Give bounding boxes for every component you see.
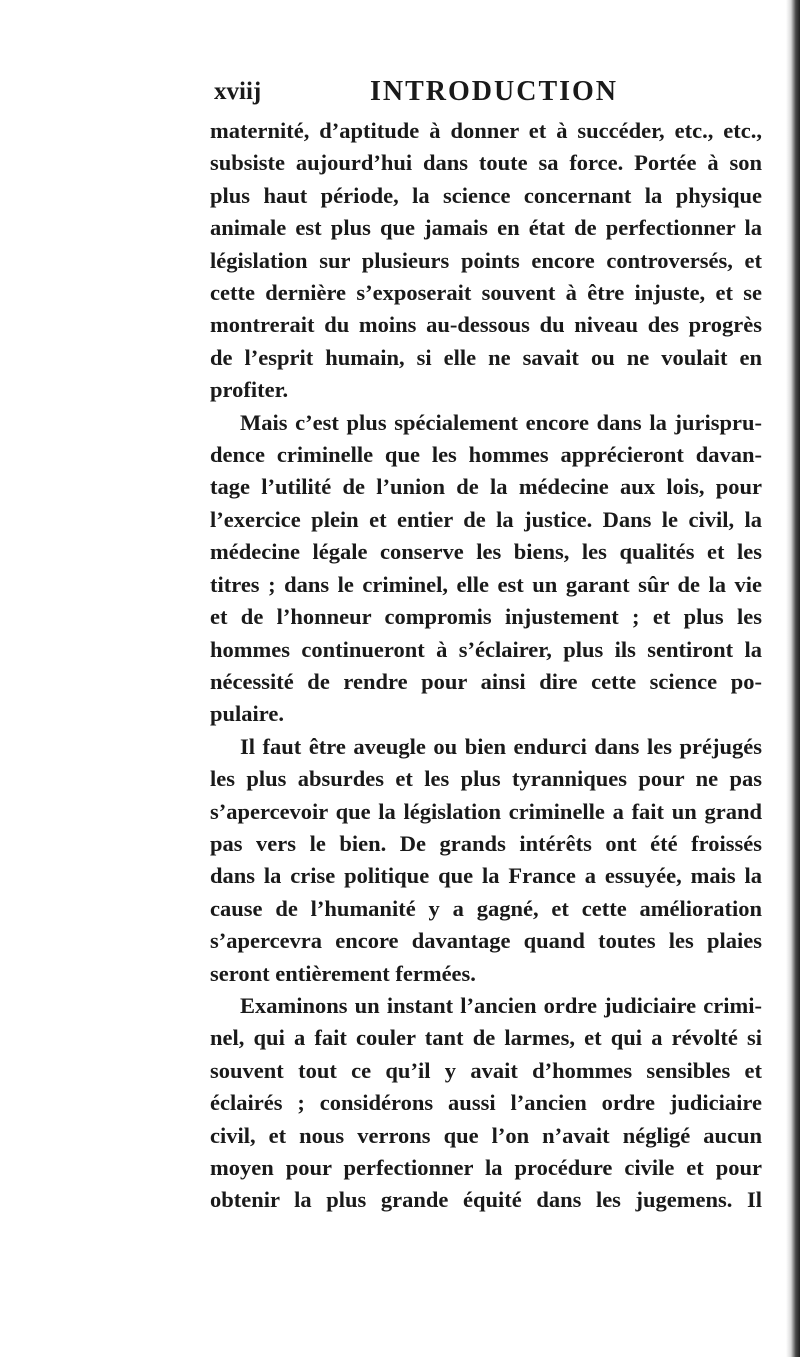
text-line: seront entièrement fermées. bbox=[210, 960, 476, 986]
text-line: titres ; dans le criminel, elle est un garant sûr de la vie bbox=[210, 571, 762, 597]
paragraph bbox=[210, 407, 762, 731]
body-text bbox=[210, 115, 762, 1217]
text-line: Il faut être aveugle ou bien endurci dans les préjugés bbox=[240, 733, 762, 759]
text-line: civil, et nous verrons que l’on n’avait négligé aucun bbox=[210, 1122, 762, 1148]
text-line: s’apercevra encore davantage quand toutes les plaies bbox=[210, 928, 762, 954]
text-line: maternité, d’aptitude à donner et à succéder, etc., etc., bbox=[210, 118, 762, 143]
text-line: profiter. bbox=[210, 377, 289, 403]
text-line: moyen pour perfectionner la procédure civile et pour bbox=[210, 1155, 762, 1180]
paragraph bbox=[210, 731, 762, 990]
text-line: et de l’honneur compromis injustement ; et plus les bbox=[210, 604, 762, 630]
text-line: cette dernière s’exposerait souvent à être injuste, et se bbox=[210, 280, 762, 306]
text-line: Examinons un instant l’ancien ordre judiciaire crimi- bbox=[240, 992, 762, 1018]
text-line: Mais c’est plus spécialement encore dans la jurispru- bbox=[240, 409, 762, 435]
text-line: plus haut période, la science concernant la physique bbox=[210, 182, 762, 208]
paragraph bbox=[210, 115, 762, 407]
text-line: dans la crise politique que la France a essuyée, mais la bbox=[210, 863, 762, 889]
running-header bbox=[214, 76, 734, 112]
text-line: dence criminelle que les hommes apprécieront davan- bbox=[210, 442, 762, 468]
page-edge-shadow bbox=[786, 0, 800, 1357]
text-line: cause de l’humanité y a gagné, et cette amélioration bbox=[210, 895, 762, 921]
text-line: de l’esprit humain, si elle ne savait ou ne voulait en bbox=[210, 344, 762, 370]
text-line: nécessité de rendre pour ainsi dire cette science po- bbox=[210, 668, 762, 694]
text-line: montrerait du moins au-dessous du niveau des progrès bbox=[210, 312, 762, 338]
text-line: pulaire. bbox=[210, 701, 284, 727]
text-line: législation sur plusieurs points encore controversés, et bbox=[210, 247, 762, 273]
text-line: subsiste aujourd’hui dans toute sa force. Portée à son bbox=[210, 150, 762, 176]
paragraph bbox=[210, 990, 762, 1217]
text-line: les plus absurdes et les plus tyranniques pour ne pas bbox=[210, 766, 762, 792]
text-line: l’exercice plein et entier de la justice. Dans le civil, la bbox=[210, 506, 762, 532]
text-line: souvent tout ce qu’il y avait d’hommes sensibles et bbox=[210, 1057, 762, 1083]
text-line: médecine légale conserve les biens, les qualités et les bbox=[210, 539, 762, 565]
text-line: pas vers le bien. De grands intérêts ont été froissés bbox=[210, 830, 762, 856]
text-line: animale est plus que jamais en état de perfectionner la bbox=[210, 215, 762, 241]
text-line: nel, qui a fait couler tant de larmes, et qui a révolté si bbox=[210, 1025, 762, 1051]
text-line: obtenir la plus grande équité dans les jugemens. Il bbox=[210, 1187, 762, 1213]
text-line: s’apercevoir que la législation criminelle a fait un grand bbox=[210, 798, 762, 824]
running-title: INTRODUCTION bbox=[370, 76, 619, 107]
text-line: hommes continueront à s’éclairer, plus ils sentiront la bbox=[210, 636, 762, 662]
text-line: tage l’utilité de l’union de la médecine aux lois, pour bbox=[210, 474, 762, 500]
text-line: éclairés ; considérons aussi l’ancien ordre judiciaire bbox=[210, 1090, 762, 1116]
page-number: xviij bbox=[214, 78, 262, 105]
